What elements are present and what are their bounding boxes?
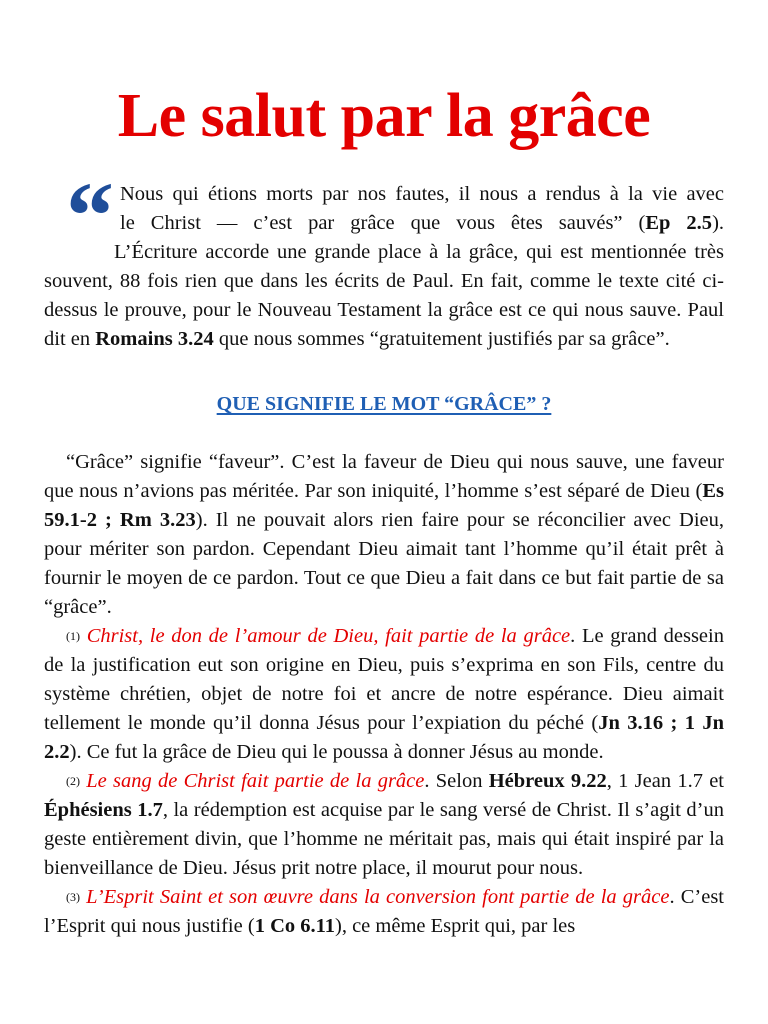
body-paragraph-1: “Grâce” signifie “faveur”. C’est la faveur de Dieu qui nous sauve, une faveur que nous n’avions pas méritée. Par son iniquité, l’homme s’est séparé de Dieu (Es 59.1-2 ; Rm 3.23). Il ne pouvait alors rien faire pour se réconcilier avec Dieu, pour mériter son pardon. Cependant Dieu aimait tant l’homme qu’il était prêt à fournir le moyen de ce pardon. Tout ce que Dieu a fait dans ce but fait partie de sa “grâce”.	[44, 451, 724, 618]
section-heading: QUE SIGNIFIE LE MOT “GRÂCE” ?	[216, 393, 552, 415]
body-paragraph-3: (2) Le sang de Christ fait partie de la grâce. Selon Hébreux 9.22, 1 Jean 1.7 et Éphésiens 1.7, la rédemption est acquise par le sang versé de Christ. Il s’agit d’un geste entièrement divin, que l’homme ne méritait pas, mais qui était inspiré par la bienveillance de Dieu. Jésus prit notre place, il mourut pour nous.	[44, 770, 724, 879]
point-number: (3)	[66, 890, 80, 904]
intro-line-1: Nous qui étions morts par nos fautes, il nous a rendus à la vie avec	[120, 183, 724, 205]
intro-section	[44, 180, 724, 354]
body-paragraph-2: (1) Christ, le don de l’amour de Dieu, fait partie de la grâce. Le grand dessein de la justification eut son origine en Dieu, puis s’exprima en son Fils, centre du système chrétien, objet de notre foi et ancre de notre espérance. Dieu aimait tellement le monde qu’il donna Jésus pour l’expiation du péché (Jn 3.16 ; 1 Jn 2.2). Ce fut la grâce de Dieu qui le poussa à donner Jésus au monde.	[44, 625, 724, 763]
scripture-reference: 1 Co 6.11	[254, 915, 335, 937]
point-number: (1)	[66, 629, 80, 643]
body-section	[44, 448, 724, 941]
point-heading: L’Esprit Saint et son œuvre dans la conversion font partie de la grâce	[86, 886, 670, 908]
point-heading: Le sang de Christ fait partie de la grâce	[86, 770, 425, 792]
opening-quote-mark: “	[66, 162, 114, 269]
scripture-reference: Éphésiens 1.7	[44, 799, 163, 821]
point-heading: Christ, le don de l’amour de Dieu, fait partie de la grâce	[86, 625, 571, 647]
scripture-reference: Romains 3.24	[95, 328, 214, 350]
scripture-reference: Hébreux 9.22	[488, 770, 607, 792]
scripture-reference: Es 59.1-2 ; Rm 3.23	[44, 480, 724, 531]
page-title: Le salut par la grâce	[117, 82, 651, 150]
body-paragraph-4: (3) L’Esprit Saint et son œuvre dans la conversion font partie de la grâce. C’est l’Esprit qui nous justifie (1 Co 6.11), ce même Esprit qui, par les	[44, 886, 724, 937]
point-number: (2)	[66, 774, 80, 788]
intro-paragraph: L’Écriture accorde une grande place à la grâce, qui est mentionnée très souvent, 88 fois rien que dans les écrits de Paul. En fait, comme le texte cité ci-dessus le prouve, pour le Nouveau Testament la grâce est ce qui nous sauve. Paul dit en Romains 3.24 que nous sommes “gratuitement justifiés par sa grâce”.	[44, 241, 724, 350]
scripture-reference: Ep 2.5	[645, 212, 713, 234]
document-page	[44, 0, 725, 937]
scripture-reference: Jn 3.16 ; 1 Jn 2.2	[44, 712, 724, 763]
intro-line-2: le Christ — c’est par grâce que vous êtes sauvés” (Ep 2.5).	[120, 212, 725, 234]
